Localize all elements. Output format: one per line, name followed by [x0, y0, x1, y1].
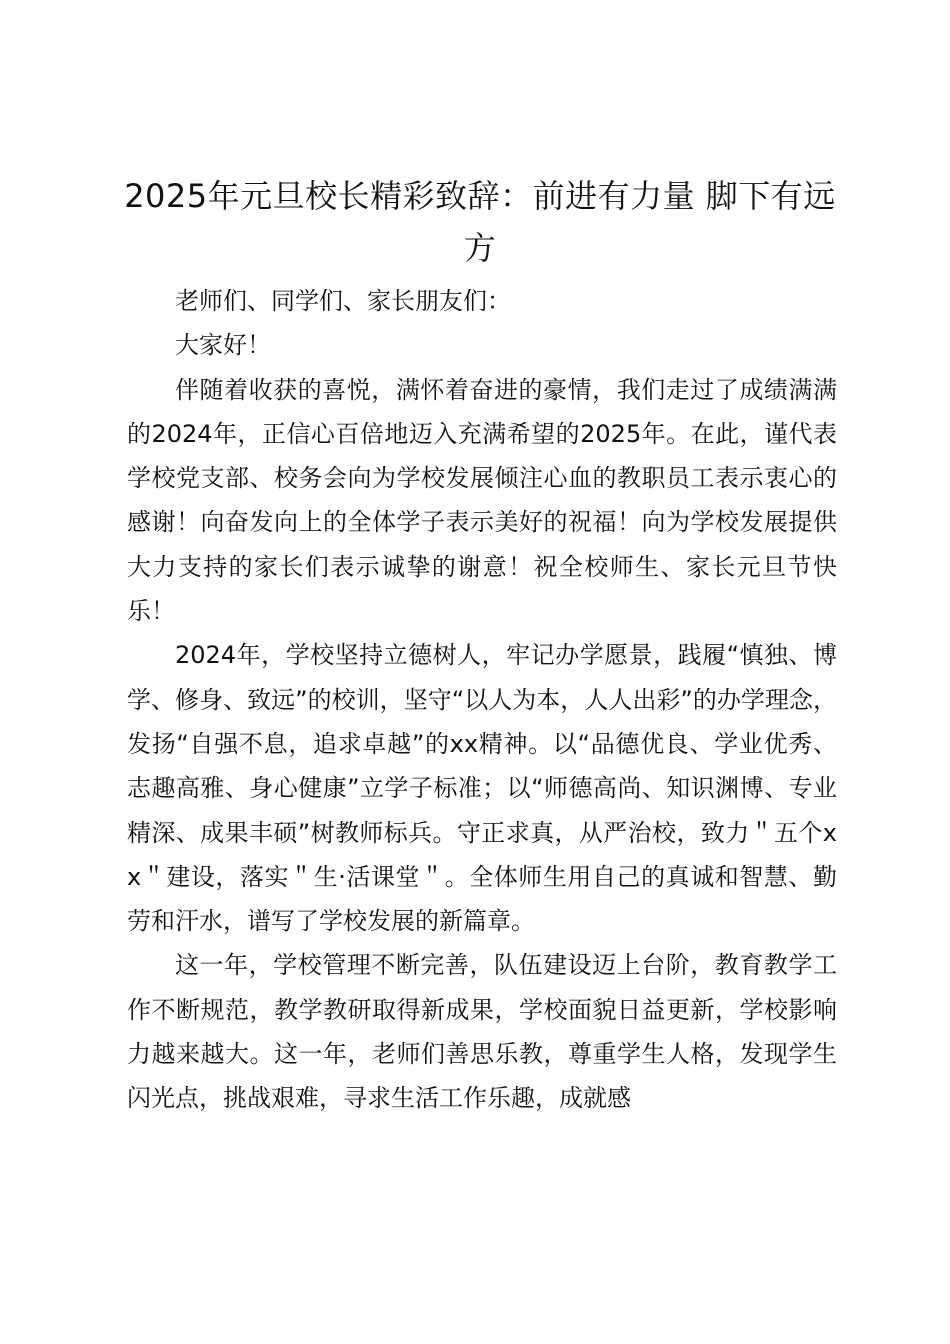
paragraph-this-year: 这一年，学校管理不断完善，队伍建设迈上台阶，教育教学工作不断规范，教学教研取得新成果，学校面貌日益更新，学校影响力越来越大。这一年，老师们善思乐教，尊重学生人格，发现学生闪光点，挑战艰难，寻求生活工作乐趣，成就感: [127, 951, 837, 1113]
greeting: 大家好！: [175, 331, 271, 360]
paragraph-2024-review: 2024年，学校坚持立德树人，牢记办学愿景，践履“慎独、博学、修身、致远”的校训，坚守“以人为本，人人出彩”的办学理念，发扬“自强不息，追求卓越”的xx精神。以“品德优良、学业优秀、志趣高雅、身心健康”立学子标准；以“师德高尚、知识渊博、专业精深、成果丰硕”树教师标兵。守正求真，从严治校，致力＂五个xx＂建设，落实＂生·活课堂＂。全体师生用自己的真诚和智慧、勤劳和汗水，谱写了学校发展的新篇章。: [127, 641, 837, 936]
paragraph-thanks: 伴随着收获的喜悦，满怀着奋进的豪情，我们走过了成绩满满的2024年，正信心百倍地迈入充满希望的2025年。在此，谨代表学校党支部、校务会向为学校发展倾注心血的教职员工表示衷心的感谢！向奋发向上的全体学子表示美好的祝福！向为学校发展提供大力支持的家长们表示诚挚的谢意！祝全校师生、家长元旦节快乐！: [127, 375, 837, 626]
document-body: [127, 279, 837, 1121]
salutation: 老师们、同学们、家长朋友们：: [175, 287, 511, 315]
document-title: 2025年元旦校长精彩致辞：前进有力量 脚下有远方: [124, 177, 836, 267]
